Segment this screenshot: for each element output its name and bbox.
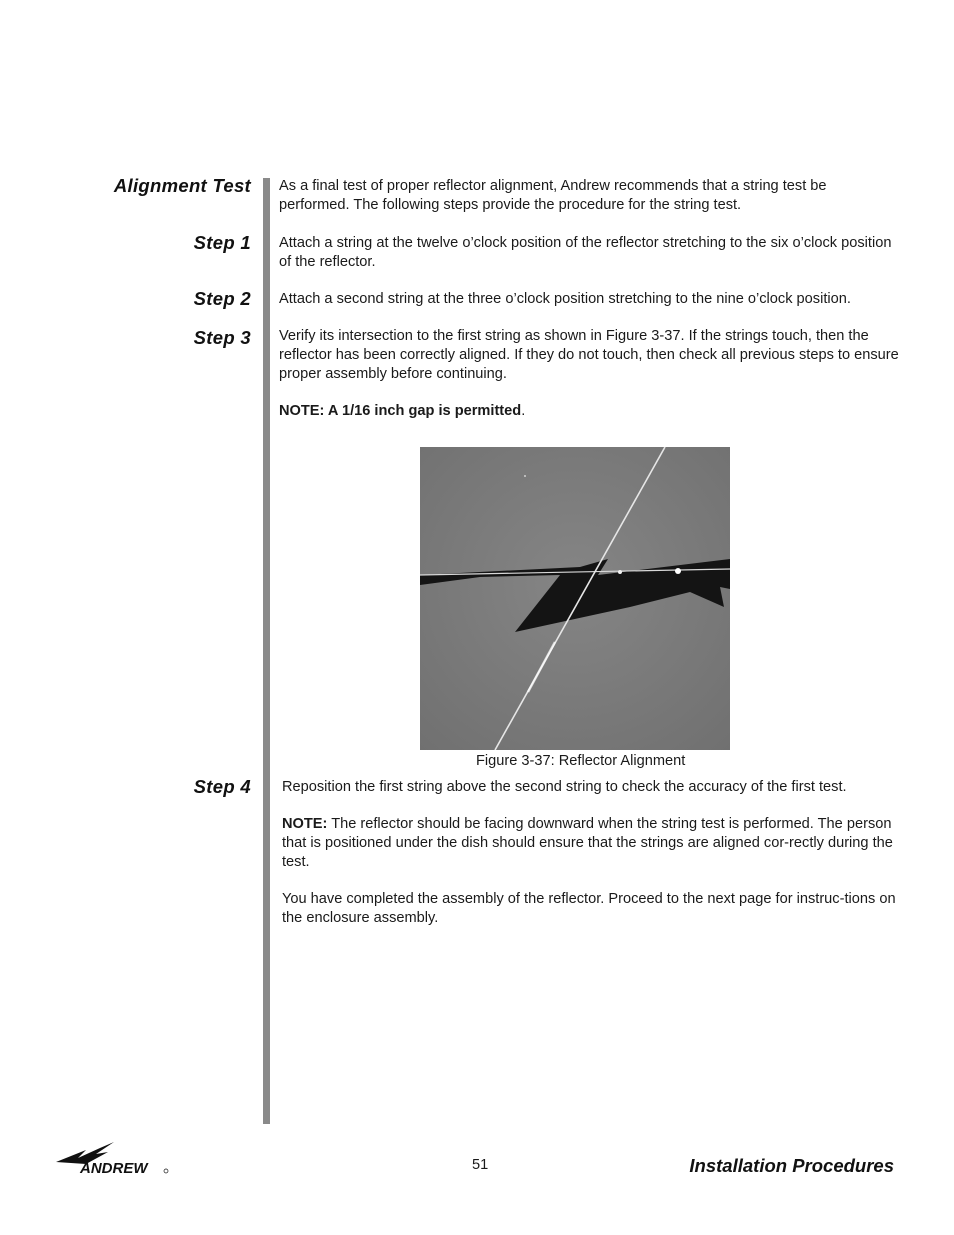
- step-4-heading: Step 4: [193, 776, 251, 797]
- step-3-heading: Step 3: [193, 327, 251, 348]
- step-3-text: Verify its intersection to the first string as shown in Figure 3-37. If the strings touch, then the reflector has been correctly aligned. If they do not touch, then check all previous steps to ensure proper assembly before continuing.: [279, 328, 899, 382]
- step-3-note-suffix: .: [521, 403, 526, 419]
- step-4-text: Reposition the first string above the second string to check the accuracy of the first test.: [282, 779, 847, 795]
- step-2-heading: Step 2: [193, 288, 251, 309]
- step-3-note: [279, 402, 899, 421]
- vertical-rule: [263, 178, 270, 1124]
- step-1-text: Attach a string at the twelve o’clock position of the reflector stretching to the six o’clock position of the reflector.: [279, 235, 892, 270]
- step-3-note-label: NOTE: A 1/16 inch gap is permitted: [279, 403, 522, 419]
- step-4-note: [282, 815, 902, 872]
- andrew-logo: [56, 1140, 171, 1176]
- alignment-test-text: As a final test of proper reflector alignment, Andrew recommends that a string test be performed. The following steps provide the procedure for the string test.: [279, 178, 827, 213]
- figure-caption: Figure 3-37: Reflector Alignment: [476, 753, 686, 769]
- reflector-alignment-photo: [420, 447, 730, 750]
- step-4-note-text: The reflector should be facing downward when the string test is performed. The person that is positioned under the dish should ensure that the strings are aligned cor-rectly during the test.: [282, 816, 893, 870]
- andrew-logo-text: ANDREW: [80, 1160, 148, 1176]
- step-1-heading: Step 1: [193, 232, 251, 253]
- alignment-test-heading: Alignment Test: [113, 175, 251, 196]
- footer-title: Installation Procedures: [689, 1155, 894, 1176]
- step-2-text: Attach a second string at the three o’clock position stretching to the nine o’clock position.: [279, 291, 851, 307]
- step-4-note-label: NOTE:: [282, 816, 328, 832]
- step-4-closing-text: You have completed the assembly of the reflector. Proceed to the next page for instruc-tions on the enclosure assembly.: [282, 891, 896, 926]
- page-number: 51: [472, 1157, 489, 1173]
